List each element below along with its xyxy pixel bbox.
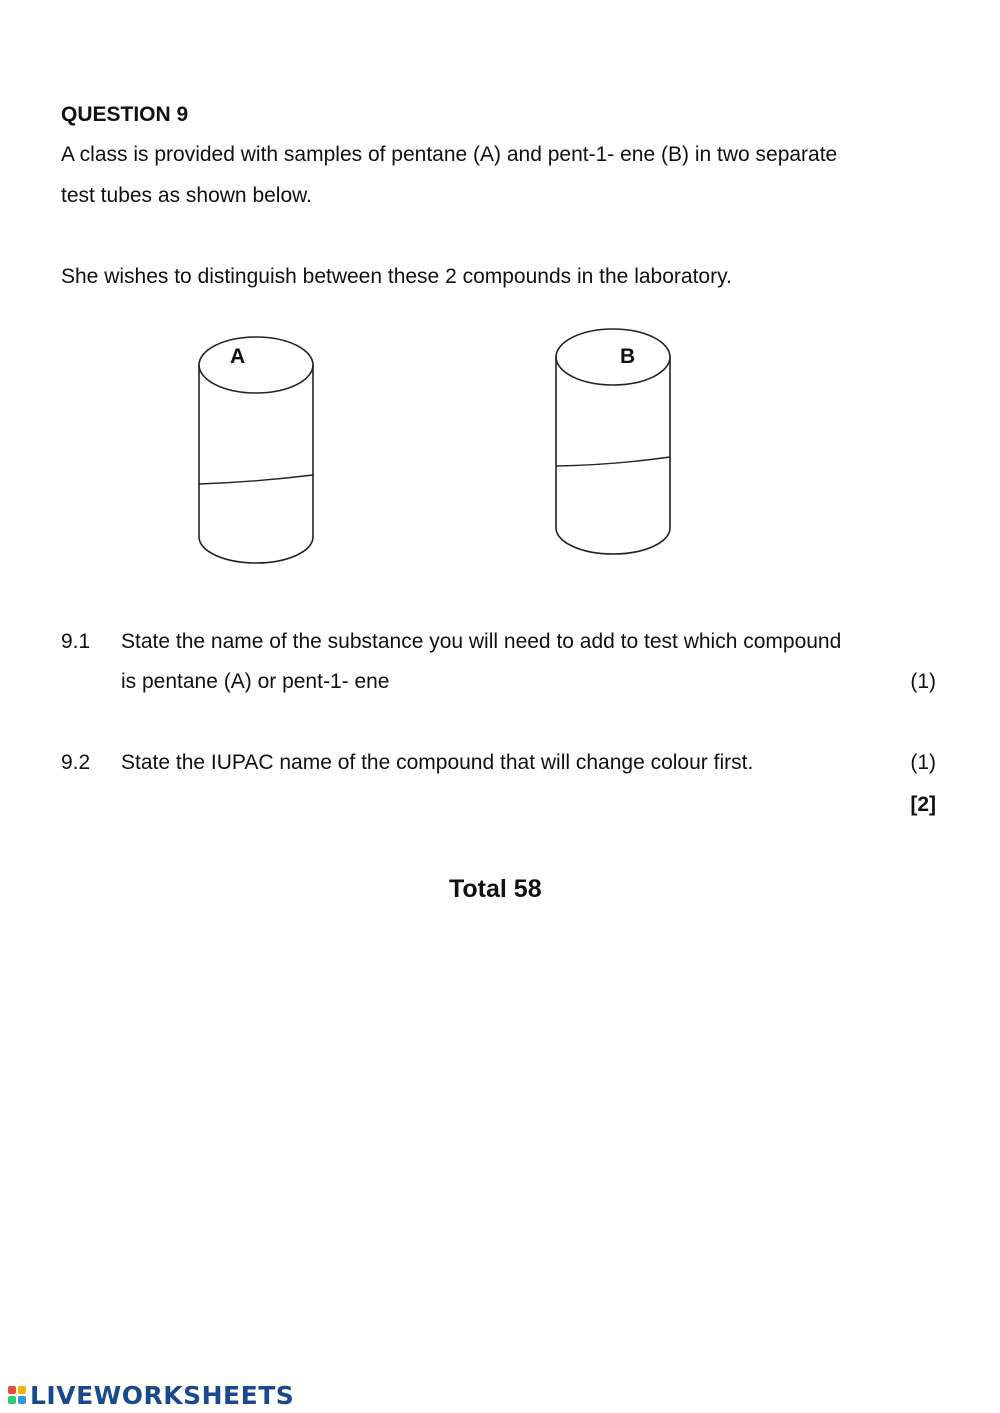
liveworksheets-logo[interactable] bbox=[8, 1380, 294, 1410]
logo-block bbox=[18, 1386, 26, 1394]
intro-line-2: test tubes as shown below. bbox=[61, 184, 312, 207]
logo-block bbox=[8, 1396, 16, 1404]
sub-question-text: State the IUPAC name of the compound that will change colour first. bbox=[121, 751, 754, 774]
sub-question-text: State the name of the substance you will need to add to test which compound bbox=[121, 630, 842, 653]
logo-block bbox=[8, 1386, 16, 1394]
paper-total: Total 58 bbox=[449, 875, 542, 903]
logo-block bbox=[18, 1396, 26, 1404]
logo-text: LIVEWORKSHEETS bbox=[30, 1380, 295, 1410]
sub-question-marks: (1) bbox=[910, 751, 936, 774]
section-total-marks: [2] bbox=[910, 793, 936, 816]
tube-a-label: A bbox=[230, 345, 246, 368]
test-tube-b bbox=[547, 322, 682, 567]
sub-question-number: 9.2 bbox=[61, 751, 91, 774]
sub-question-marks: (1) bbox=[910, 670, 936, 693]
intro-line-1: A class is provided with samples of pentane (A) and pent-1- ene (B) in two separate bbox=[61, 143, 838, 166]
test-tube-a bbox=[190, 330, 325, 575]
sub-question-text: is pentane (A) or pent-1- ene bbox=[121, 670, 390, 693]
intro-line-3: She wishes to distinguish between these 2 compounds in the laboratory. bbox=[61, 265, 732, 288]
question-heading: QUESTION 9 bbox=[61, 103, 189, 126]
tube-b-label: B bbox=[620, 345, 636, 368]
sub-question-number: 9.1 bbox=[61, 630, 91, 653]
logo-blocks-icon bbox=[8, 1386, 26, 1404]
